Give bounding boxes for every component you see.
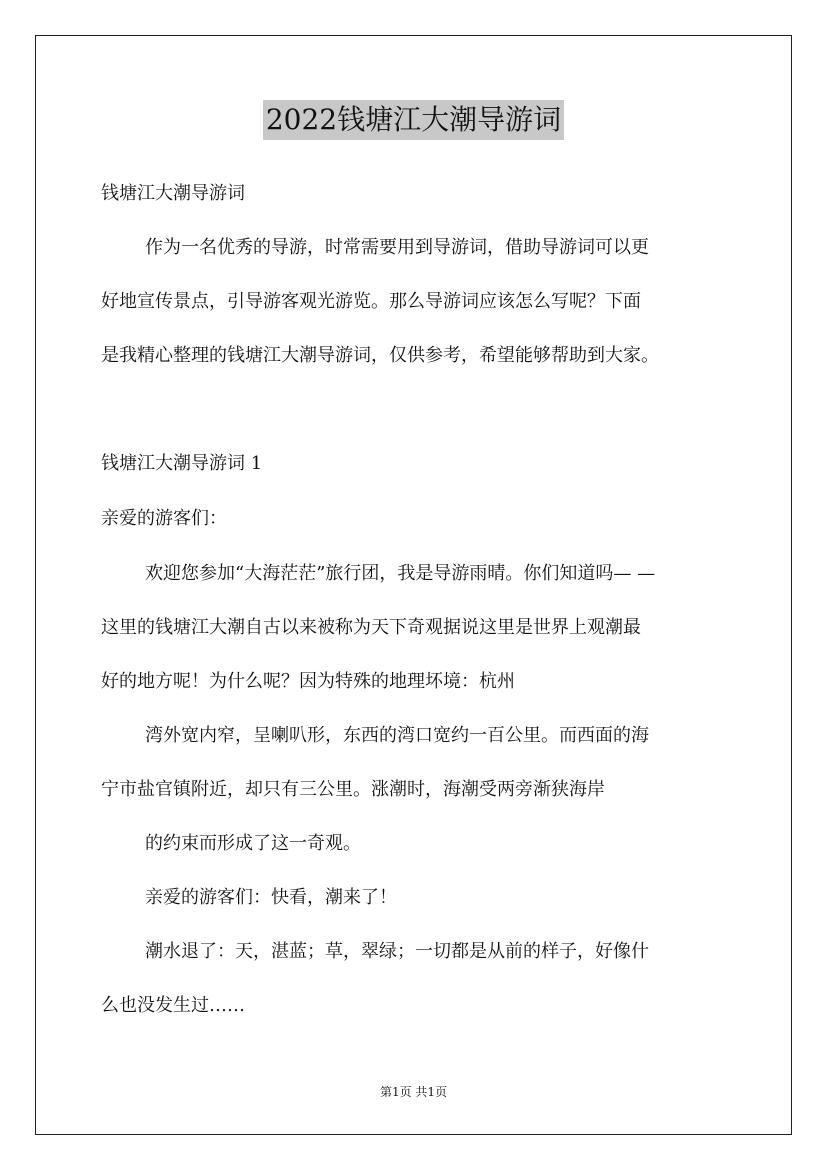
para5-line-1: 潮水退了：天，湛蓝；草，翠绿；一切都是从前的样子，好像什 [145, 941, 649, 962]
para5-line-2: 么也没发生过…… [101, 995, 245, 1016]
document-title: 2022钱塘江大潮导游词 [263, 100, 564, 140]
document-subtitle: 钱塘江大潮导游词 [101, 183, 245, 204]
para2-line-1: 湾外宽内窄，呈喇叭形，东西的湾口宽约一百公里。而西面的海 [145, 725, 649, 746]
document-title-container [0, 100, 827, 140]
para1-line-3: 好的地方呢！为什么呢？因为特殊的地理坏境：杭州 [101, 671, 515, 692]
greeting: 亲爱的游客们： [101, 508, 227, 529]
para1-line-2: 这里的钱塘江大潮自古以来被称为天下奇观据说这里是世界上观潮最 [101, 617, 641, 638]
intro-line-3: 是我精心整理的钱塘江大潮导游词，仅供参考，希望能够帮助到大家。 [101, 345, 659, 366]
intro-line-2: 好地宣传景点，引导游客观光游览。那么导游词应该怎么写呢？下面 [101, 291, 641, 312]
section-heading: 钱塘江大潮导游词 1 [101, 453, 263, 474]
para1-line-1: 欢迎您参加“大海茫茫”旅行团，我是导游雨晴。你们知道吗— — [145, 563, 656, 584]
para4-line: 亲爱的游客们：快看，潮来了！ [145, 887, 397, 908]
para3-line: 的约束而形成了这一奇观。 [145, 833, 361, 854]
intro-line-1: 作为一名优秀的导游，时常需要用到导游词，借助导游词可以更 [145, 237, 649, 258]
para2-line-2: 宁市盐官镇附近，却只有三公里。涨潮时，海潮受两旁渐狭海岸 [101, 779, 605, 800]
page-number-footer: 第1页 共1页 [379, 1085, 448, 1099]
